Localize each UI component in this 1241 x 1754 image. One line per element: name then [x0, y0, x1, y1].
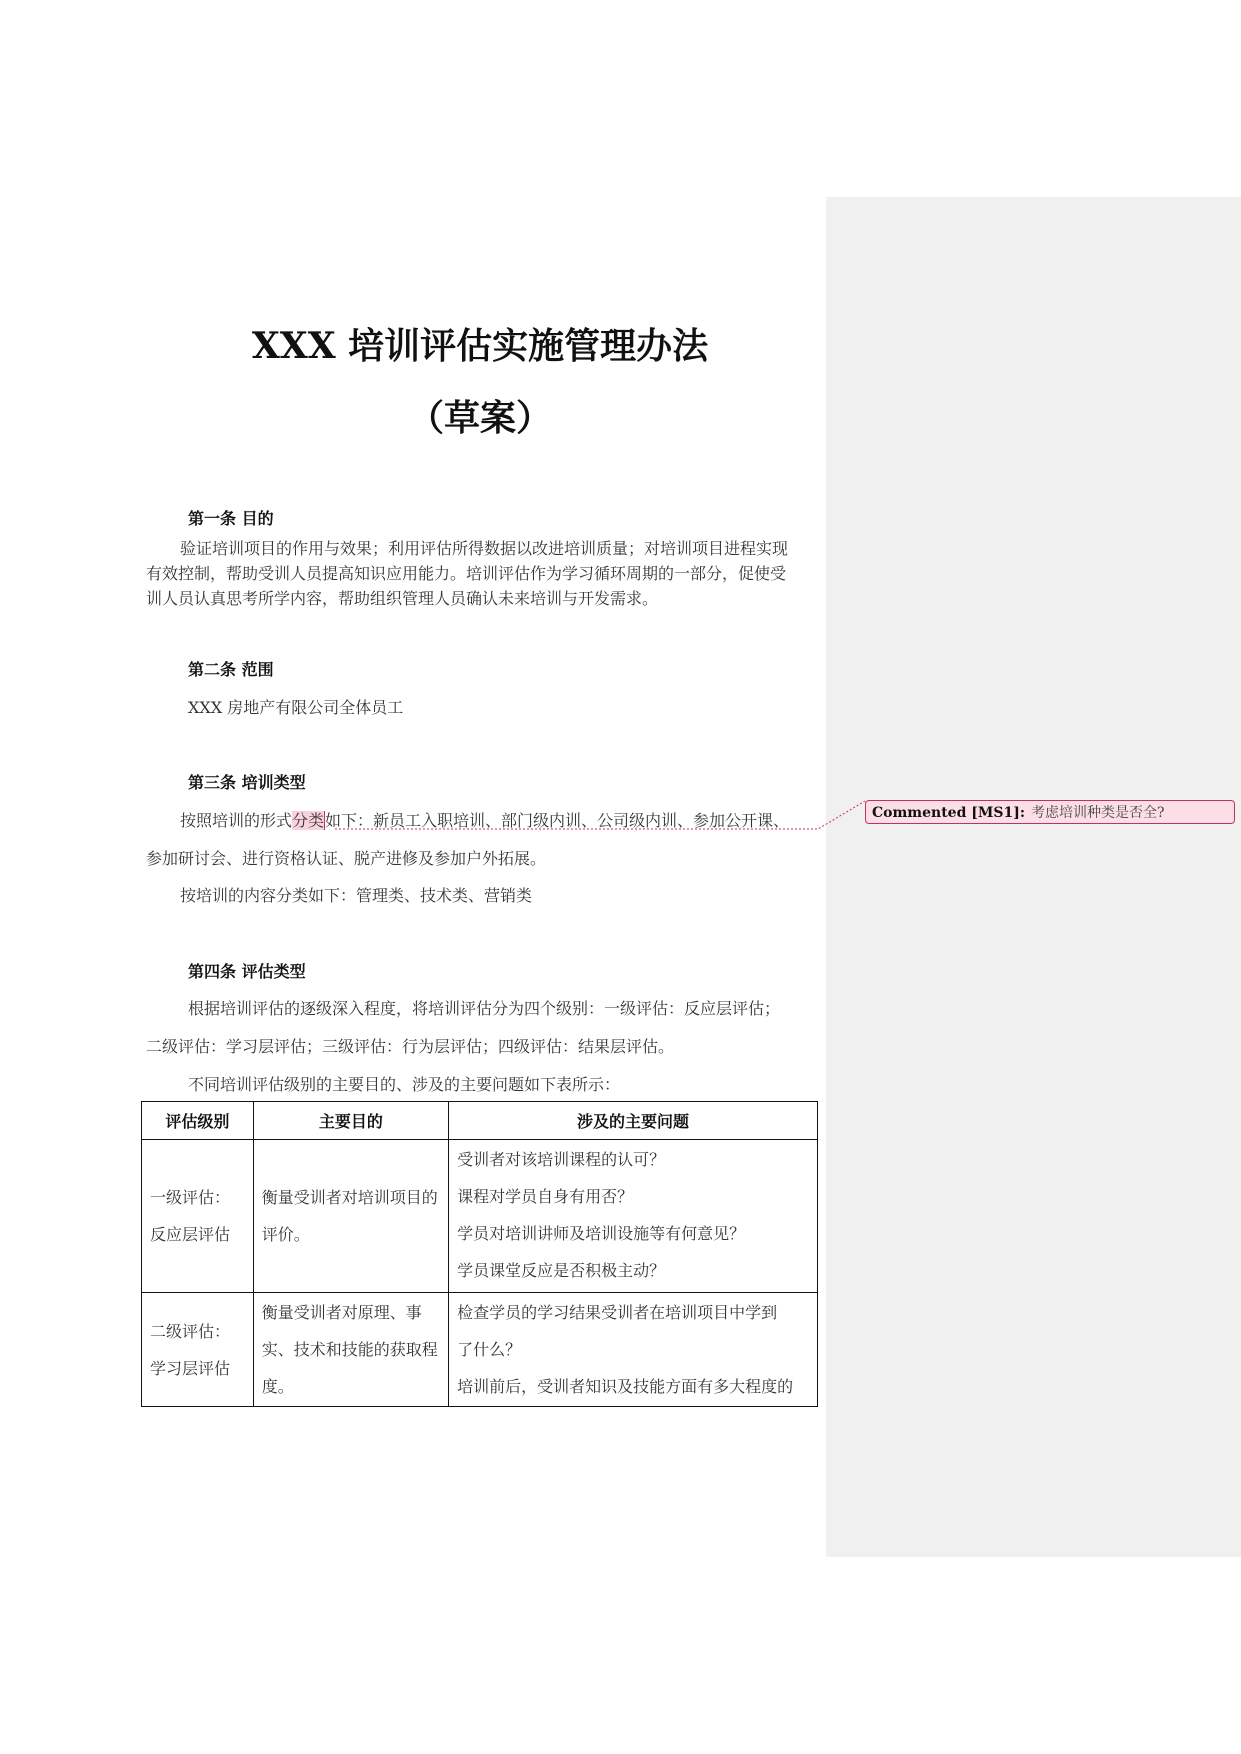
table-header-cell: 评估级别 [142, 1102, 254, 1140]
section-heading: 第四条 评估类型 [188, 962, 306, 981]
issue-line: 学员课堂反应是否积极主动？ [457, 1261, 666, 1280]
issue-line: 培训前后，受训者知识及技能方面有多大程度的 [457, 1377, 794, 1396]
paragraph-line: XXX 房地产有限公司全体员工 [188, 698, 404, 717]
section-heading: 第二条 范围 [188, 660, 274, 679]
issue-line: 了什么？ [457, 1340, 522, 1359]
text-run: 如下：新员工入职培训、部门级内训、公司级内训、参加公开课、 [325, 811, 790, 830]
table-header-cell: 涉及的主要问题 [449, 1102, 818, 1140]
purpose-cell: 衡量受训者对原理、事实、技术和技能的获取程度。 [253, 1293, 448, 1407]
paragraph-line: 不同培训评估级别的主要目的、涉及的主要问题如下表所示： [188, 1075, 621, 1094]
table-header-cell: 主要目的 [253, 1102, 448, 1140]
section-heading: 第三条 培训类型 [188, 773, 306, 792]
paragraph-line: 根据培训评估的逐级深入程度，将培训评估分为四个级别：一级评估：反应层评估； [188, 999, 781, 1018]
issues-clip [457, 1294, 809, 1406]
paragraph-line: 按培训的内容分类如下：管理类、技术类、营销类 [180, 886, 533, 905]
issue-line: 学员对培训讲师及培训设施等有何意见？ [457, 1224, 746, 1243]
paragraph-line: 参加研讨会、进行资格认证、脱产进修及参加户外拓展。 [146, 849, 547, 868]
issues-cell [449, 1293, 818, 1407]
comment-highlight[interactable]: 分类 [292, 811, 325, 830]
paragraph-line [146, 808, 818, 831]
section-heading: 第一条 目的 [188, 509, 274, 528]
comment-text: 考虑培训种类是否全? [1031, 805, 1165, 821]
purpose-cell: 衡量受训者对培训项目的评价。 [253, 1140, 448, 1293]
comment-pane [826, 197, 1241, 1557]
table-row [142, 1140, 818, 1293]
table-row [142, 1293, 818, 1407]
document-title: XXX 培训评估实施管理办法 [251, 325, 709, 367]
level-cell: 一级评估：反应层评估 [142, 1140, 254, 1293]
issue-line: 受训者对该培训课程的认可？ [457, 1150, 666, 1169]
level-cell: 二级评估：学习层评估 [142, 1293, 254, 1407]
comment-author: Commented [MS1]: [872, 805, 1025, 821]
text-run: 按照培训的形式 [180, 811, 293, 830]
table-header-row [142, 1102, 818, 1140]
paragraph-line: 有效控制，帮助受训人员提高知识应用能力。培训评估作为学习循环周期的一部分，促使受 [146, 564, 787, 583]
issues-cell [449, 1140, 818, 1293]
evaluation-table [141, 1101, 818, 1407]
document-subtitle: （草案） [407, 397, 552, 439]
paragraph-line: 二级评估：学习层评估；三级评估：行为层评估；四级评估：结果层评估。 [146, 1037, 675, 1056]
paragraph-line: 训人员认真思考所学内容，帮助组织管理人员确认未来培训与开发需求。 [146, 589, 659, 608]
paragraph-line: 验证培训项目的作用与效果；利用评估所得数据以改进培训质量；对培训项目进程实现 [180, 539, 789, 558]
issue-line: 课程对学员自身有用否？ [457, 1187, 634, 1206]
issue-line: 检查学员的学习结果受训者在培训项目中学到 [457, 1303, 778, 1322]
comment-balloon[interactable] [865, 800, 1235, 824]
